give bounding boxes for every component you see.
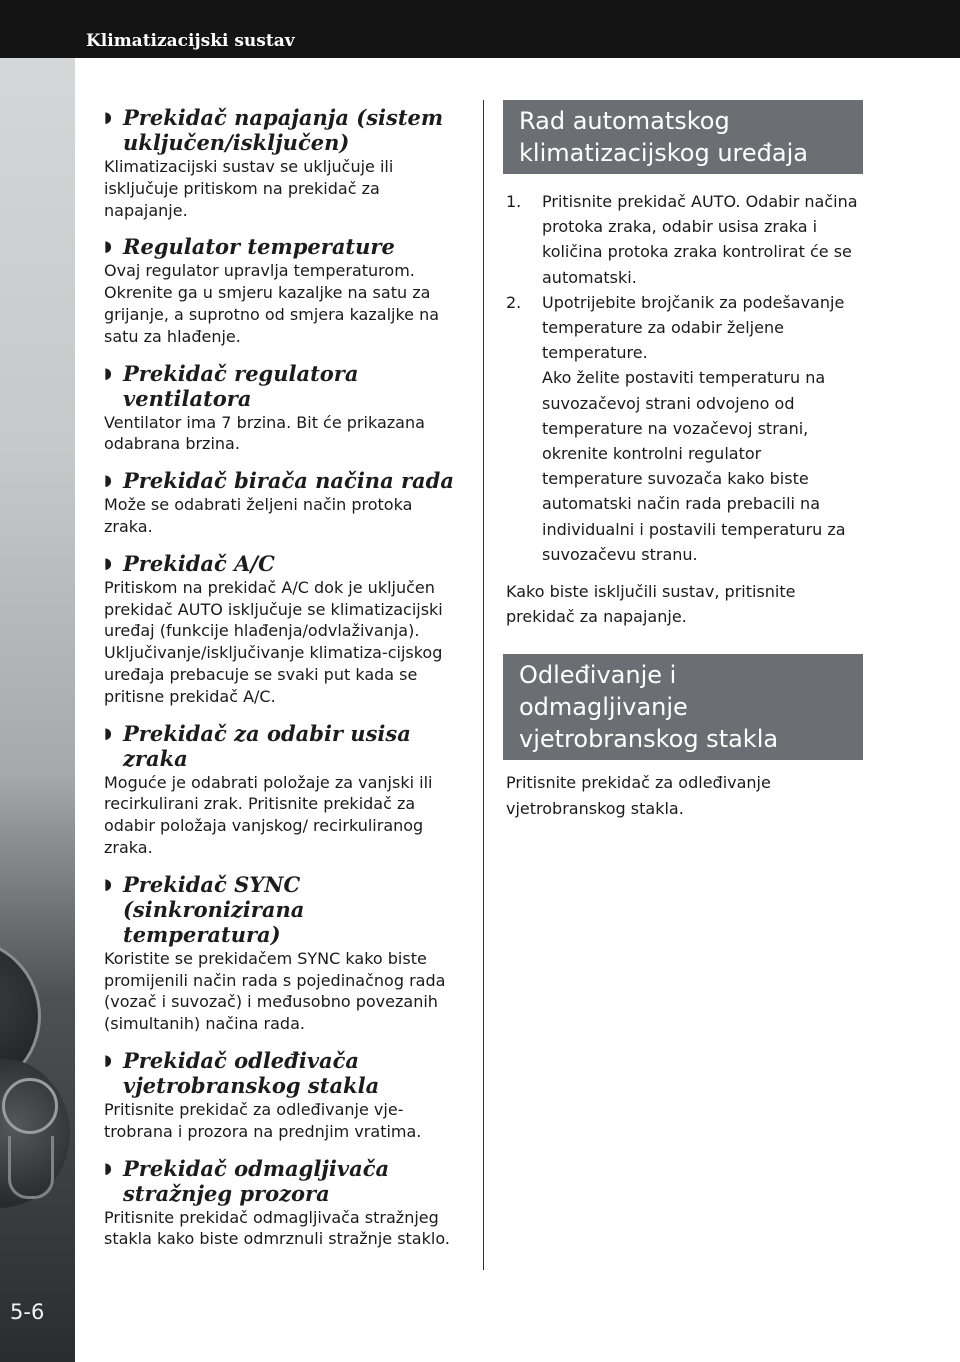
list-item bbox=[503, 189, 863, 290]
section-heading bbox=[104, 872, 464, 947]
section-title: Prekidač regulatora ventilatora bbox=[123, 360, 359, 411]
section-title: Prekidač napajanja (sistem uključen/isključen) bbox=[123, 105, 444, 155]
sidebar-photo-strip bbox=[0, 58, 75, 1362]
section-title: Prekidač SYNC (sinkronizirana temperatura) bbox=[123, 871, 305, 947]
page-header-title: Klimatizacijski sustav bbox=[86, 31, 295, 51]
step-text: Upotrijebite brojčanik za podešavanje temperature za odabir željene temperature. bbox=[542, 292, 845, 363]
page-header bbox=[0, 0, 960, 58]
section-title: Regulator temperature bbox=[123, 234, 395, 260]
page-number: 5-6 bbox=[10, 1300, 45, 1324]
brand-logo-image bbox=[2, 1078, 58, 1134]
step-note: Ako želite postaviti temperaturu na suvozačevoj strani odvojeno od temperature na vozačevoj strani, okrenite kontrolni regulator temperature suvozača kako biste automatski način rada prebacili na individualni i postavili temperaturu za suvozačevu stranu. bbox=[542, 368, 846, 564]
steering-spoke-image bbox=[8, 1136, 54, 1199]
step-text: Pritisnite prekidač AUTO. Odabir načina protoka zraka, odabir usisa zraka i količina protoka zraka kontrolirat će se automatski. bbox=[542, 192, 858, 287]
section-ac-switch bbox=[104, 551, 464, 708]
section-bullet-icon bbox=[104, 1048, 123, 1073]
section-heading bbox=[104, 361, 464, 411]
section-text: Klimatizacijski sustav se uključuje ili isključuje pritiskom na prekidač za napajanje. bbox=[104, 157, 394, 220]
section-text: Može se odabrati željeni način protoka zraka. bbox=[104, 495, 413, 536]
section-title: Prekidač odleđivača vjetrobranskog stakla bbox=[123, 1047, 380, 1098]
defrost-heading: Odleđivanje i odmagljivanje vjetrobranskog stakla bbox=[503, 654, 863, 760]
defrost-text: Pritisnite prekidač za odleđivanje vjetrobranskog stakla. bbox=[506, 773, 771, 818]
section-mode-selector bbox=[104, 468, 464, 538]
section-air-intake bbox=[104, 721, 464, 859]
section-text: Pritisnite prekidač odmagljivača stražnjeg stakla kako biste odmrznuli stražnje staklo. bbox=[104, 1207, 450, 1249]
section-fan-control bbox=[104, 361, 464, 456]
section-heading bbox=[104, 468, 464, 493]
section-heading bbox=[104, 551, 464, 576]
step-number: 1. bbox=[506, 192, 522, 211]
column-divider bbox=[483, 100, 484, 1270]
section-text: Moguće je odabrati položaje za vanjski ili recirkulirani zrak. Pritisnite prekidač za odabir položaja vanjskog/ recirkuliranog zraka. bbox=[104, 772, 433, 857]
section-title: Prekidač za odabir usisa zraka bbox=[123, 720, 411, 771]
section-temperature-control bbox=[104, 234, 464, 347]
section-title: Prekidač birača načina rada bbox=[123, 468, 454, 494]
section-bullet-icon bbox=[104, 721, 123, 746]
section-text: Ovaj regulator upravlja temperaturom. Okrenite ga u smjeru kazaljke na satu za grijanje, a suprotno od smjera kazaljke na satu za hlađenje. bbox=[104, 261, 440, 346]
section-text: Ventilator ima 7 brzina. Bit će prikazana odabrana brzina. bbox=[104, 412, 425, 454]
section-text: Koristite se prekidačem SYNC kako biste promijenili način rada s pojedinačnog rada (vozač i suvozač) i međusobno povezanih (simultanih) načina rada. bbox=[104, 948, 446, 1034]
section-title: Prekidač odmagljivača stražnjeg prozora bbox=[123, 1155, 390, 1206]
auto-operation-steps bbox=[503, 189, 863, 567]
section-bullet-icon bbox=[104, 551, 123, 576]
step-number: 2. bbox=[506, 292, 522, 312]
right-column bbox=[503, 100, 863, 821]
section-heading bbox=[104, 1156, 464, 1206]
section-heading bbox=[104, 721, 464, 771]
section-bullet-icon bbox=[104, 468, 123, 493]
section-bullet-icon bbox=[104, 105, 123, 130]
section-heading bbox=[104, 1048, 464, 1098]
section-bullet-icon bbox=[104, 234, 123, 259]
section-title: Prekidač A/C bbox=[123, 550, 275, 576]
section-heading bbox=[104, 105, 464, 155]
section-bullet-icon bbox=[104, 361, 123, 386]
section-sync-switch bbox=[104, 872, 464, 1035]
section-heading bbox=[104, 234, 464, 259]
section-bullet-icon bbox=[104, 872, 123, 897]
section-text: Pritisnite prekidač za odleđivanje vje-trobrana i prozora na prednjim vratima. bbox=[104, 1099, 422, 1141]
section-text: Pritiskom na prekidač A/C dok je uključen prekidač AUTO isključuje se klimatizacijski uređaj (funkcije hlađenja/odvlaživanja). Uključivanje/isključivanje klimatiza-cijskog uređaja prebacuje se svaki put kada se pritisne prekidač A/C. bbox=[104, 577, 443, 706]
auto-operation-off-text: Kako biste isključili sustav, pritisnite prekidač za napajanje. bbox=[506, 582, 796, 627]
auto-operation-heading: Rad automatskog klimatizacijskog uređaja bbox=[503, 100, 863, 174]
section-bullet-icon bbox=[104, 1156, 123, 1181]
section-windshield-defroster bbox=[104, 1048, 464, 1143]
section-power-switch bbox=[104, 105, 464, 221]
left-column bbox=[104, 105, 464, 1263]
list-item bbox=[503, 290, 863, 567]
section-rear-defogger bbox=[104, 1156, 464, 1251]
